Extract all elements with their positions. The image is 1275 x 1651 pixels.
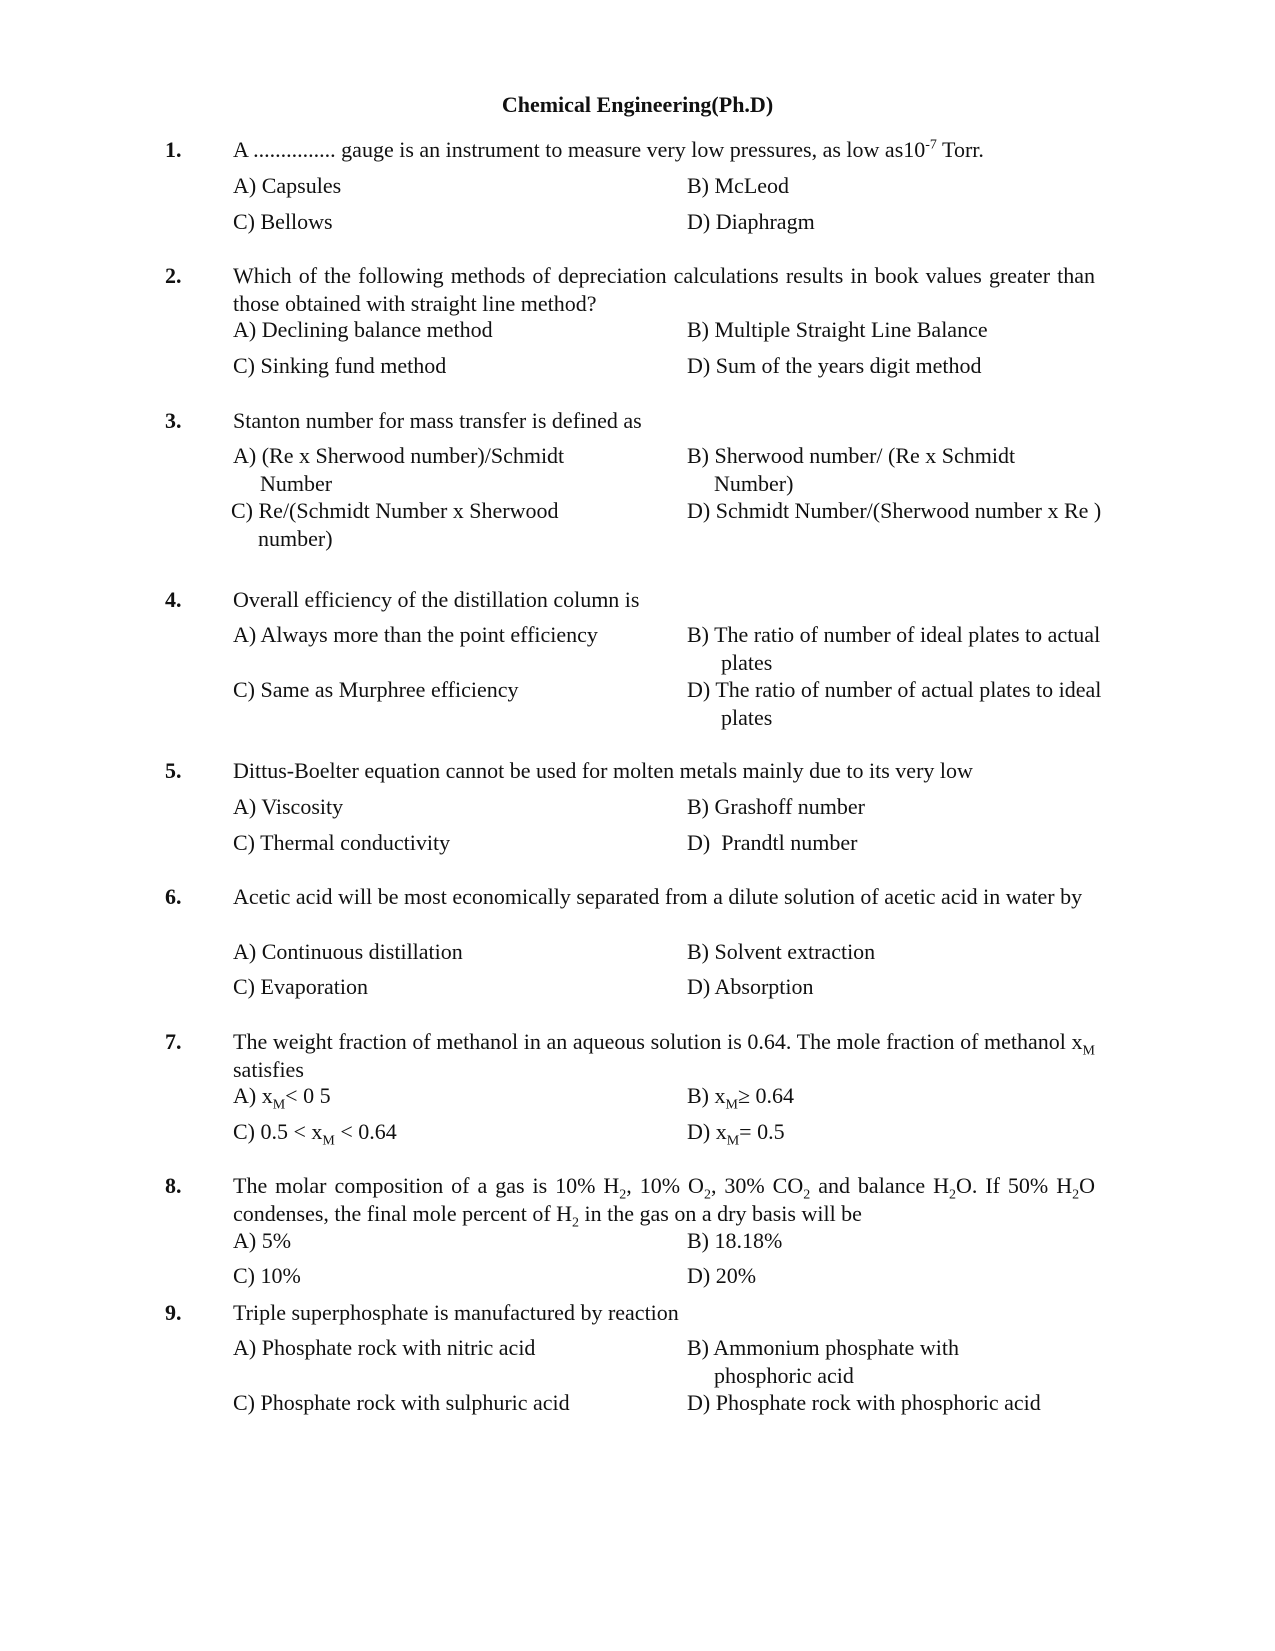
question-8-option-b: B) 18.18% xyxy=(687,1228,783,1253)
page-title: Chemical Engineering(Ph.D) xyxy=(501,92,774,117)
question-4-option-c: C) Same as Murphree efficiency xyxy=(233,677,519,702)
question-text: Triple superphosphate is manufactured by reaction xyxy=(233,1300,679,1325)
question-number: 9. xyxy=(165,1300,182,1325)
question-5-option-d: D) Prandtl number xyxy=(687,830,858,855)
question-2-option-b: B) Multiple Straight Line Balance xyxy=(687,317,988,342)
question-5-option-a: A) Viscosity xyxy=(233,794,344,819)
question-2-option-a: A) Declining balance method xyxy=(233,317,493,342)
question-text: Stanton number for mass transfer is defined as xyxy=(233,408,642,433)
question-text: Acetic acid will be most economically separated from a dilute solution of acetic acid in water by xyxy=(233,884,1083,909)
question-number: 8. xyxy=(165,1173,182,1198)
question-3-option-c: C) Re/(Schmidt Number x Sherwood number) xyxy=(231,498,559,551)
question-5-option-c: C) Thermal conductivity xyxy=(233,830,451,855)
question-9-option-a: A) Phosphate rock with nitric acid xyxy=(233,1335,536,1360)
question-1-option-c: C) Bellows xyxy=(233,209,333,234)
question-text: The weight fraction of methanol in an aqueous solution is 0.64. The mole fraction of methanol $x_M$ satisfies xyxy=(233,1029,1095,1082)
question-4-option-b: B) The ratio of number of ideal plates to actual plates xyxy=(687,622,1101,675)
question-number: 7. xyxy=(165,1029,182,1054)
question-number: 1. xyxy=(165,137,182,162)
question-text: Overall efficiency of the distillation column is xyxy=(233,587,640,612)
question-5-option-b: B) Grashoff number xyxy=(687,794,865,819)
question-3-option-b: B) Sherwood number/ (Re x Schmidt Number) xyxy=(687,443,1016,496)
question-3-option-d: D) Schmidt Number/(Sherwood number x Re ) xyxy=(687,498,1102,523)
question-8-option-c: C) 10% xyxy=(233,1263,301,1288)
question-7-option-d: D) $x_M= 0.5$ xyxy=(687,1119,785,1149)
question-7-option-c: C) $0.5 < x_M < 0.64$ xyxy=(233,1119,397,1149)
question-6-option-a: A) Continuous distillation xyxy=(233,939,463,964)
question-4-option-a: A) Always more than the point efficiency xyxy=(233,622,598,647)
question-7-option-b: B) $x_M\ge 0.64$ xyxy=(687,1083,795,1113)
question-6-option-d: D) Absorption xyxy=(687,974,814,999)
question-number: 3. xyxy=(165,408,182,433)
question-3-option-a: A) (Re x Sherwood number)/Schmidt Number xyxy=(233,443,565,496)
question-9-option-d: D) Phosphate rock with phosphoric acid xyxy=(687,1390,1041,1415)
question-1-option-a: A) Capsules xyxy=(233,173,342,198)
question-2-option-c: C) Sinking fund method xyxy=(233,353,447,378)
question-number: 2. xyxy=(165,263,182,288)
question-6-option-c: C) Evaporation xyxy=(233,974,369,999)
question-9-option-c: C) Phosphate rock with sulphuric acid xyxy=(233,1390,570,1415)
question-4-option-d: D) The ratio of number of actual plates to ideal plates xyxy=(687,677,1102,730)
question-number: 6. xyxy=(165,884,182,909)
question-8-option-d: D) 20% xyxy=(687,1263,757,1288)
question-9-option-b: B) Ammonium phosphate with phosphoric acid xyxy=(687,1335,959,1388)
question-6-option-b: B) Solvent extraction xyxy=(687,939,876,964)
question-number: 4. xyxy=(165,587,182,612)
question-8-option-a: A) 5% xyxy=(233,1228,292,1253)
question-text: The molar composition of a gas is 10% $H_2$, 10% $O_2$, 30% $CO_2$ and balance $H_2O$. If 50% $H_2O$ condenses, the final mole percent of $H_2$ in the gas on a dry basis will be xyxy=(233,1173,1095,1231)
question-text: Which of the following methods of depreciation calculations results in book values greater than those obtained with straight line method? xyxy=(233,263,1095,316)
question-1-option-d: D) Diaphragm xyxy=(687,209,815,234)
question-2-option-d: D) Sum of the years digit method xyxy=(687,353,982,378)
question-1-option-b: B) McLeod xyxy=(687,173,790,198)
question-text: A ............... gauge is an instrument to measure very low pressures, as low $as10^{-7}$ Torr. xyxy=(233,137,984,162)
question-7-option-a: A) $x_M< 0$ 5 xyxy=(233,1083,331,1113)
question-text: Dittus-Boelter equation cannot be used for molten metals mainly due to its very low xyxy=(233,758,973,783)
question-number: 5. xyxy=(165,758,182,783)
